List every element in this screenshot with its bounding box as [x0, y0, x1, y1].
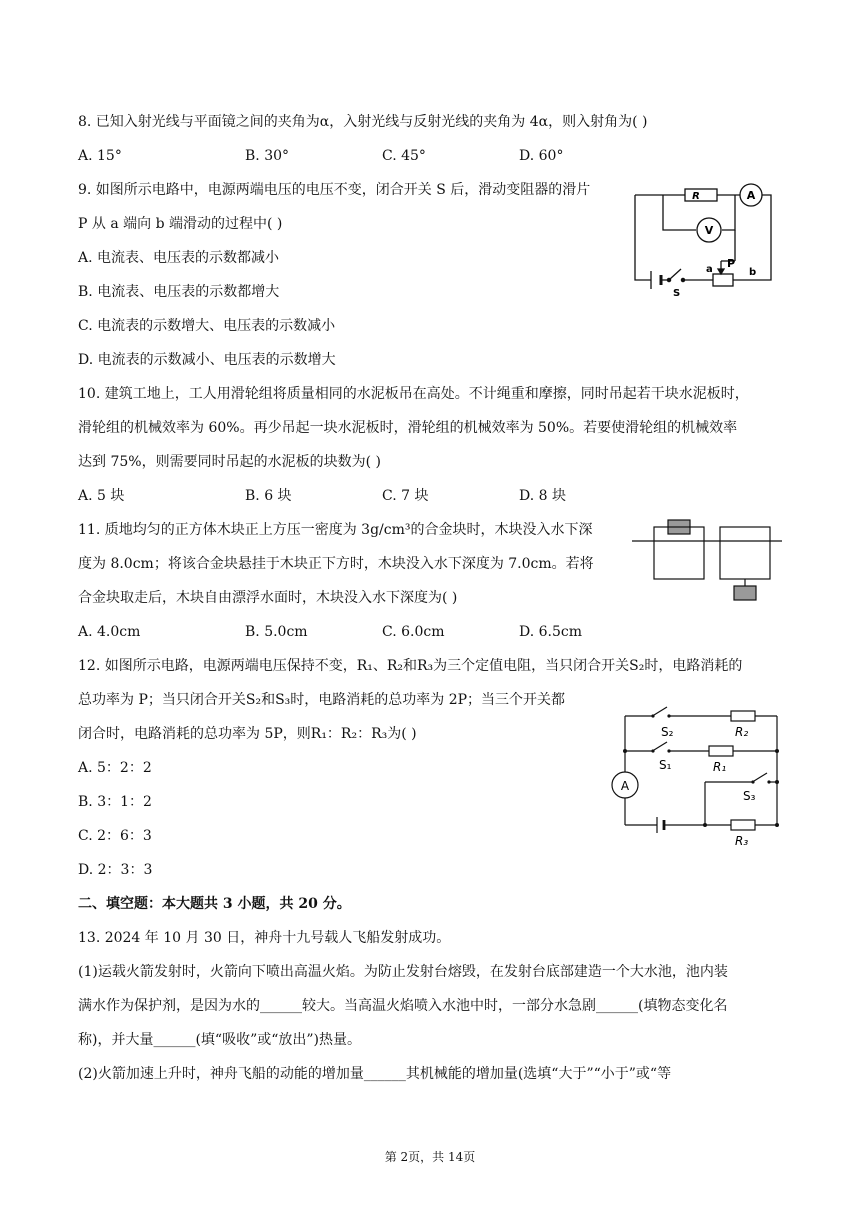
- q8-option-c: C. 45°: [382, 148, 426, 164]
- q13-stem: 13. 2024 年 10 月 30 日，神舟十九号载人飞船发射成功。: [78, 930, 451, 946]
- q9-label-p: P: [727, 257, 736, 270]
- q12-circuit-figure: [605, 702, 790, 852]
- q10-stem-line-1: 10. 建筑工地上，工人用滑轮组将质量相同的水泥板吊在高处。不计绳重和摩擦，同时吊起若干块水泥板时，: [78, 386, 749, 402]
- q12-option-b: B. 3：1：2: [78, 794, 152, 810]
- q8-option-b: B. 30°: [245, 148, 290, 164]
- q11-stem-line-2: 度为 8.0cm；将该合金块悬挂于木块正下方时，木块没入水下深度为 7.0cm。若将: [78, 556, 594, 572]
- q12-option-a: A. 5：2：2: [78, 760, 152, 776]
- q8-option-d: D. 60°: [519, 148, 564, 164]
- q11-option-d: D. 6.5cm: [519, 624, 583, 640]
- q12-option-c: C. 2：6：3: [78, 828, 152, 844]
- q12-label-r2: R₂: [735, 725, 749, 739]
- q12-label-r1: R₁: [713, 760, 727, 774]
- q9-stem-line-2: P 从 a 端向 b 端滑动的过程中( ): [78, 216, 283, 232]
- q9-stem-line-1: 9. 如图所示电路中，电源两端电压的电压不变，闭合开关 S 后，滑动变阻器的滑片: [78, 182, 591, 198]
- q11-option-c: C. 6.0cm: [382, 624, 445, 640]
- q9-label-b: b: [749, 267, 757, 278]
- q12-label-r3: R₃: [735, 834, 749, 848]
- q9-label-voltmeter: V: [704, 224, 714, 237]
- q11-option-b: B. 5.0cm: [245, 624, 308, 640]
- q10-option-c: C. 7 块: [382, 488, 429, 504]
- q9-option-a: A. 电流表、电压表的示数都减小: [78, 250, 280, 266]
- q10-stem-line-2: 滑轮组的机械效率为 60%。再少吊起一块水泥板时，滑轮组的机械效率为 50%。若要使滑轮组的机械效率: [78, 420, 738, 436]
- q12-stem-line-1: 12. 如图所示电路，电源两端电压保持不变，R₁、R₂和R₃为三个定值电阻，当只闭合开关S₂时，电路消耗的: [78, 658, 743, 674]
- q11-blocks-figure: [630, 512, 785, 604]
- q13-part1-line-1: (1)运载火箭发射时，火箭向下喷出高温火焰。为防止发射台熔毁，在发射台底部建造一个大水池，池内装: [78, 964, 728, 980]
- q13-part1-line-3: 称)，并大量______(填“吸收”或“放出”)热量。: [78, 1032, 362, 1048]
- q9-label-r: R: [692, 191, 700, 202]
- q11-stem-line-1: 11. 质地均匀的正方体木块正上方压一密度为 3g/cm³的合金块时，木块没入水下深: [78, 522, 593, 538]
- q12-option-d: D. 2：3：3: [78, 862, 153, 878]
- q12-stem-line-2: 总功率为 P；当只闭合开关S₂和S₃时，电路消耗的总功率为 2P；当三个开关都: [78, 692, 566, 708]
- page-footer: 第 2页，共 14页: [384, 1150, 476, 1164]
- q9-label-switch: S: [673, 288, 681, 299]
- q12-label-s1: S₁: [659, 758, 672, 772]
- q12-label-s2: S₂: [661, 725, 674, 739]
- q9-option-c: C. 电流表的示数增大、电压表的示数减小: [78, 318, 336, 334]
- q11-option-a: A. 4.0cm: [78, 624, 141, 640]
- section-2-heading: 二、填空题：本大题共 3 小题，共 20 分。: [78, 896, 351, 912]
- q10-option-a: A. 5 块: [78, 488, 125, 504]
- q9-option-d: D. 电流表的示数减小、电压表的示数增大: [78, 352, 336, 368]
- q9-label-a: a: [706, 264, 713, 275]
- q13-part1-line-2: 满水作为保护剂，是因为水的______较大。当高温火焰喷入水池中时，一部分水急剧______(填物态变化名: [78, 998, 728, 1014]
- q10-option-b: B. 6 块: [245, 488, 292, 504]
- q12-label-s3: S₃: [743, 789, 756, 803]
- q9-label-ammeter: A: [746, 189, 756, 202]
- q10-stem-line-3: 达到 75%，则需要同时吊起的水泥板的块数为( ): [78, 454, 381, 470]
- q11-stem-line-3: 合金块取走后，木块自由漂浮水面时，木块没入水下深度为( ): [78, 590, 458, 606]
- q12-label-ammeter: A: [620, 779, 630, 793]
- q13-part2-line-1: (2)火箭加速上升时，神舟飞船的动能的增加量______其机械能的增加量(选填“大于”“小于”或“等: [78, 1066, 672, 1082]
- q9-option-b: B. 电流表、电压表的示数都增大: [78, 284, 280, 300]
- q12-stem-line-3: 闭合时，电路消耗的总功率为 5P，则R₁：R₂：R₃为( ): [78, 726, 417, 742]
- q8-stem: 8. 已知入射光线与平面镜之间的夹角为α，入射光线与反射光线的夹角为 4α，则入射角为( ): [78, 114, 648, 130]
- q10-option-d: D. 8 块: [519, 488, 566, 504]
- q9-circuit-figure: [625, 175, 775, 300]
- q8-option-a: A. 15°: [78, 148, 122, 164]
